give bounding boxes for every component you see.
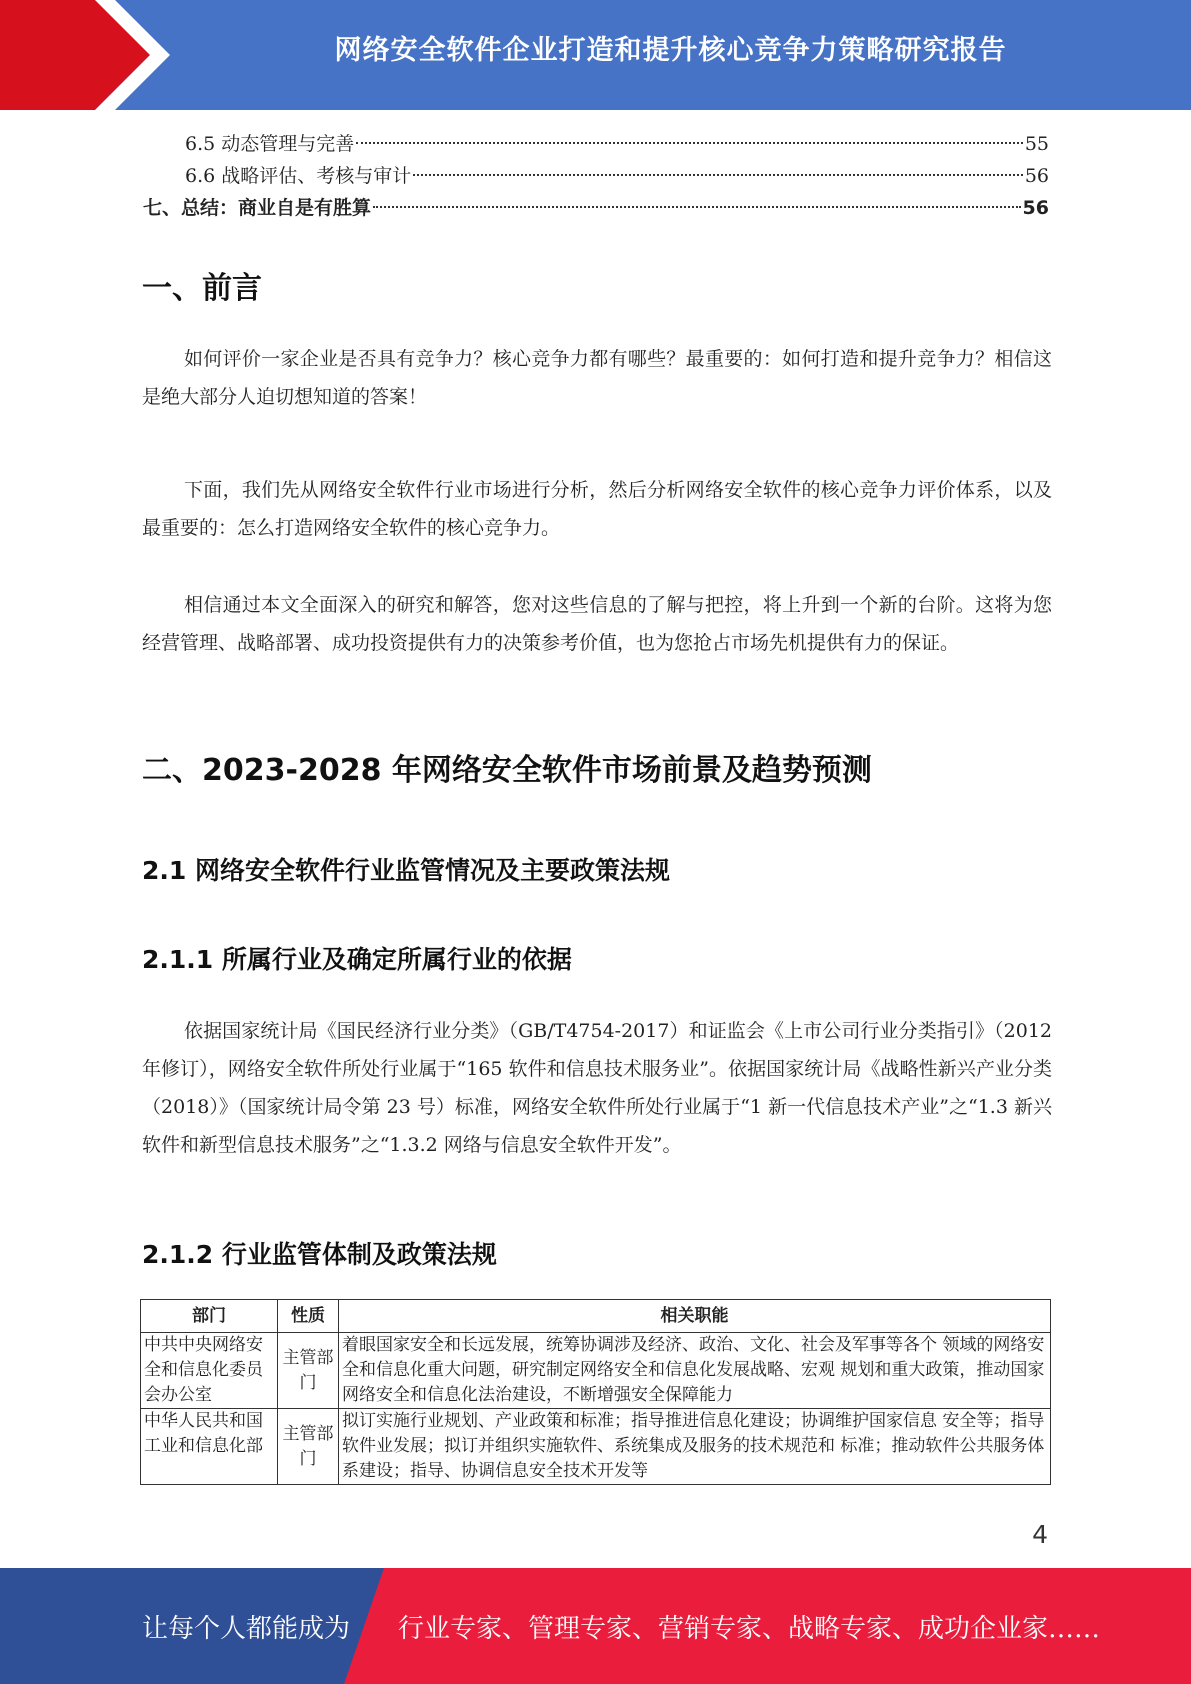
page-number: 4: [1032, 1520, 1048, 1549]
toc-entry-label: 6.6 战略评估、考核与审计: [185, 165, 412, 187]
section-heading-market: 二、2023-2028 年网络安全软件市场前景及趋势预测: [142, 753, 872, 788]
toc-entry-page: 55: [1024, 133, 1049, 155]
cell-nature: 主管部门: [278, 1333, 339, 1409]
toc-entry-page: 56: [1024, 165, 1049, 187]
toc-entry-page: 56: [1022, 197, 1049, 219]
toc-leader-dots: [356, 142, 1023, 144]
cell-department: 中共中央网络安全和信息化委员会办公室: [141, 1333, 278, 1409]
paragraph: 依据国家统计局《国民经济行业分类》（GB/T4754-2017）和证监会《上市公司行业分类指引》（2012 年修订），网络安全软件所处行业属于“165 软件和信息技术服务业”。依据国家统计局《战略性新兴产业分类（2018）》（国家统计局令第 23 号）标准，网络安全软件所处行业属于“1 新一代信息技术产业”之“1.3 新兴软件和新型信息技术服务”之“1.3.2 网络与信息安全软件开发”。: [142, 1020, 1052, 1156]
paragraph: 相信通过本文全面深入的研究和解答，您对这些信息的了解与把控，将上升到一个新的台阶。这将为您经营管理、战略部署、成功投资提供有力的决策参考价值，也为您抢占市场先机提供有力的保证。: [142, 594, 1052, 654]
footer-slogan-right: 行业专家、管理专家、营销专家、战略专家、成功企业家……: [398, 1614, 1101, 1644]
cell-duty: 拟订实施行业规划、产业政策和标准；指导推进信息化建设；协调维护国家信息 安全等；指导软件业发展；拟订并组织实施软件、系统集成及服务的技术规范和 标准；推动软件公共服务体系建设；指导、协调信息安全技术开发等: [339, 1409, 1051, 1485]
paragraph: 下面，我们先从网络安全软件行业市场进行分析，然后分析网络安全软件的核心竞争力评价体系，以及最重要的：怎么打造网络安全软件的核心竞争力。: [142, 479, 1052, 539]
table-row: [141, 1409, 1051, 1485]
column-header: 相关职能: [339, 1300, 1051, 1333]
column-header: 性质: [278, 1300, 339, 1333]
subsection-heading: 2.1.2 行业监管体制及政策法规: [142, 1240, 497, 1269]
toc-entry[interactable]: [143, 192, 1049, 224]
toc-leader-dots: [373, 206, 1021, 208]
header-title: 网络安全软件企业打造和提升核心竞争力策略研究报告: [334, 35, 1007, 66]
footer-slogan-left: 让每个人都能成为: [142, 1614, 351, 1644]
cell-duty: 着眼国家安全和长远发展，统筹协调涉及经济、政治、文化、社会及军事等各个 领域的网络安全和信息化重大问题，研究制定网络安全和信息化发展战略、宏观 规划和重大政策，推动国家网络安全和信息化法治建设，不断增强安全保障能力: [339, 1333, 1051, 1409]
table-header-row: [141, 1300, 1051, 1333]
cell-department: 中华人民共和国工业和信息化部: [141, 1409, 278, 1485]
subsection-heading: 2.1.1 所属行业及确定所属行业的依据: [142, 945, 572, 974]
toc-entry[interactable]: [143, 128, 1049, 160]
paragraph: 如何评价一家企业是否具有竞争力？核心竞争力都有哪些？最重要的：如何打造和提升竞争力？相信这是绝大部分人迫切想知道的答案！: [142, 348, 1052, 408]
toc-entry-label: 七、总结：商业自是有胜算: [143, 197, 372, 219]
page-footer: [0, 1568, 1191, 1684]
regulator-table: [140, 1299, 1051, 1485]
toc-entry[interactable]: [143, 160, 1049, 192]
page-header: [0, 0, 1191, 110]
column-header: 部门: [141, 1300, 278, 1333]
toc-entry-label: 6.5 动态管理与完善: [185, 133, 355, 155]
table-of-contents: [143, 128, 1049, 224]
section-heading-preface: 一、前言: [142, 271, 262, 306]
cell-nature: 主管部门: [278, 1409, 339, 1485]
toc-leader-dots: [413, 174, 1023, 176]
table-row: [141, 1333, 1051, 1409]
subsection-heading: 2.1 网络安全软件行业监管情况及主要政策法规: [142, 856, 670, 885]
